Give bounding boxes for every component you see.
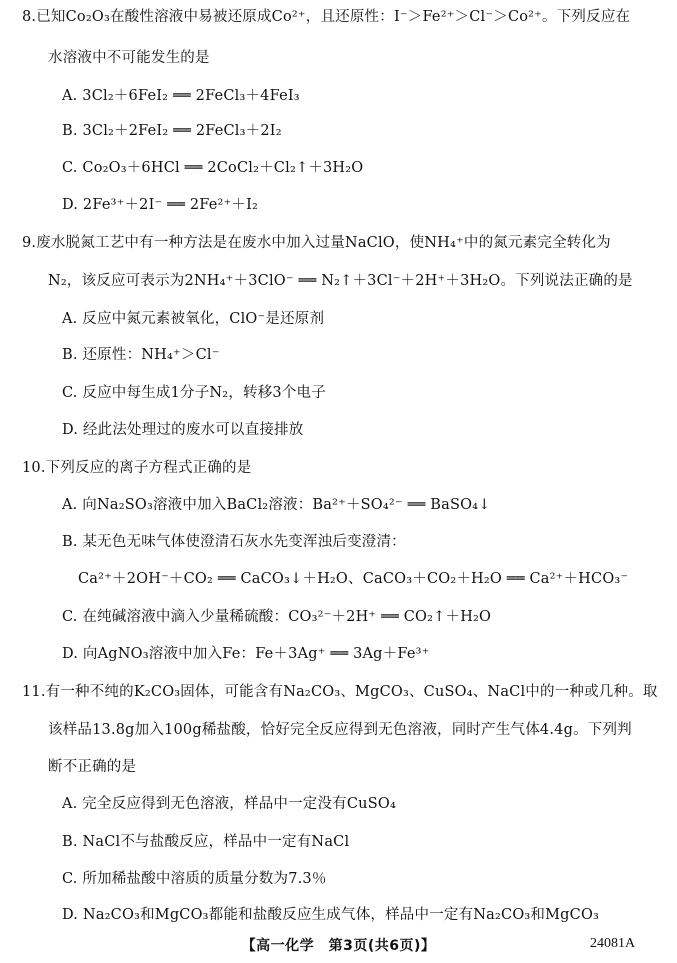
- q11-stem-line-1: 11.有一种不纯的K₂CO₃固体，可能含有Na₂CO₃、MgCO₃、CuSO₄、NaCl中的一种或几种。取: [22, 684, 658, 700]
- q8-option-b: B. 3Cl₂＋2FeI₂ ══ 2FeCl₃＋2I₂: [62, 123, 282, 139]
- q9-stem-line-2: N₂，该反应可表示为2NH₄⁺＋3ClO⁻ ══ N₂↑＋3Cl⁻＋2H⁺＋3H₂O。下列说法正确的是: [48, 273, 633, 289]
- q11-stem-line-3: 断不正确的是: [48, 759, 137, 775]
- q10-stem: 10.下列反应的离子方程式正确的是: [22, 460, 252, 476]
- q9-option-d: D. 经此法处理过的废水可以直接排放: [62, 422, 304, 438]
- q9-option-c: C. 反应中每生成1分子N₂，转移3个电子: [62, 385, 326, 401]
- q8-option-d: D. 2Fe³⁺＋2I⁻ ══ 2Fe²⁺＋I₂: [62, 197, 259, 213]
- q10-option-a: A. 向Na₂SO₃溶液中加入BaCl₂溶液：Ba²⁺＋SO₄²⁻ ══ BaSO₄↓: [62, 497, 491, 513]
- q11-stem-line-2: 该样品13.8g加入100g稀盐酸，恰好完全反应得到无色溶液，同时产生气体4.4g。下列判: [48, 722, 632, 738]
- q9-option-a: A. 反应中氮元素被氧化，ClO⁻是还原剂: [62, 311, 325, 327]
- q8-option-c: C. Co₂O₃＋6HCl ══ 2CoCl₂＋Cl₂↑＋3H₂O: [62, 160, 364, 176]
- q9-stem-line-1: 9.废水脱氮工艺中有一种方法是在废水中加入过量NaClO，使NH₄⁺中的氮元素完全转化为: [22, 235, 611, 251]
- q10-option-c: C. 在纯碱溶液中滴入少量稀硫酸：CO₃²⁻＋2H⁺ ══ CO₂↑＋H₂O: [62, 609, 492, 625]
- q11-option-a: A. 完全反应得到无色溶液，样品中一定没有CuSO₄: [62, 796, 396, 812]
- q10-option-b-equations: Ca²⁺＋2OH⁻＋CO₂ ══ CaCO₃↓＋H₂O、CaCO₃＋CO₂＋H₂O ══ Ca²⁺＋HCO₃⁻: [78, 571, 629, 587]
- q8-option-a: A. 3Cl₂＋6FeI₂ ══ 2FeCl₃＋4FeI₃: [62, 88, 300, 104]
- q11-option-d: D. Na₂CO₃和MgCO₃都能和盐酸反应生成气体，样品中一定有Na₂CO₃和MgCO₃: [62, 907, 600, 923]
- q8-stem-line-1: 8.已知Co₂O₃在酸性溶液中易被还原成Co²⁺，且还原性：I⁻＞Fe²⁺＞Cl⁻＞Co²⁺。下列反应在: [22, 9, 631, 25]
- q11-option-c: C. 所加稀盐酸中溶质的质量分数为7.3％: [62, 871, 327, 887]
- q9-option-b: B. 还原性：NH₄⁺＞Cl⁻: [62, 347, 220, 363]
- page-footer-title: 【高一化学 第3页(共6页)】: [241, 938, 436, 954]
- q8-stem-line-2: 水溶液中不可能发生的是: [48, 50, 210, 66]
- page-footer-code: 24081A: [590, 936, 636, 951]
- q10-option-b: B. 某无色无味气体使澄清石灰水先变浑浊后变澄清：: [62, 534, 406, 550]
- q11-option-b: B. NaCl不与盐酸反应，样品中一定有NaCl: [62, 834, 350, 850]
- q10-option-d: D. 向AgNO₃溶液中加入Fe：Fe＋3Ag⁺ ══ 3Ag＋Fe³⁺: [62, 646, 430, 662]
